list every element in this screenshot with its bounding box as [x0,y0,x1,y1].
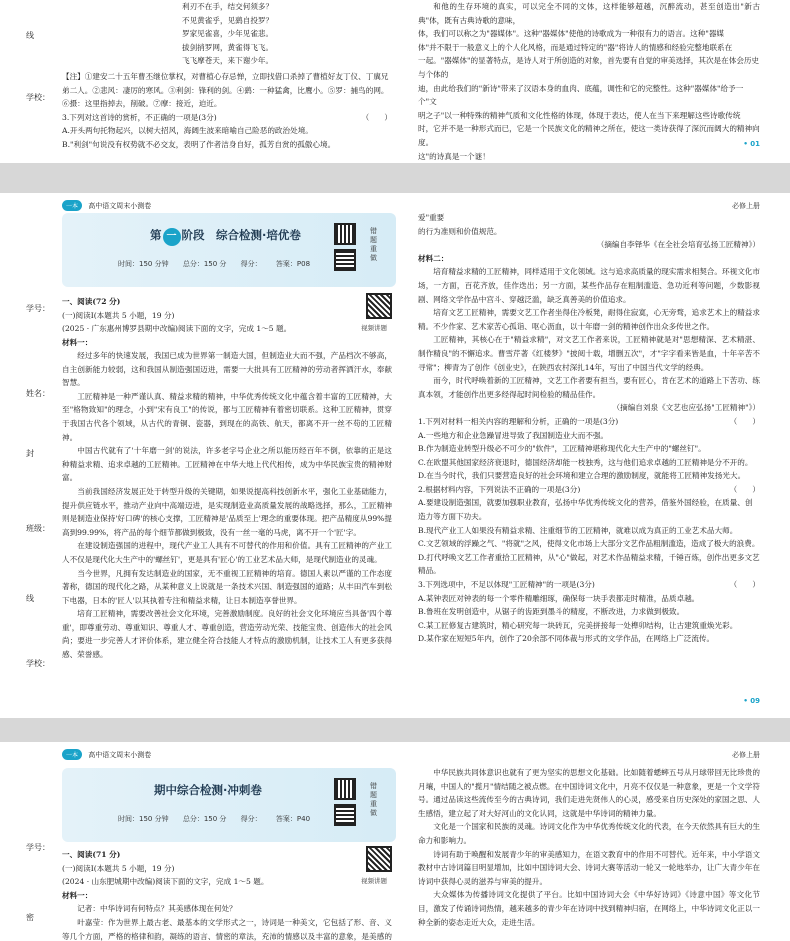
side-label-class: 班级： [26,524,50,533]
time-info: 时间：150 分钟 [118,260,169,268]
edition-label: 必修上册 [732,202,760,210]
paragraph: 中华民族共同体意识也就有了更为坚实的思想文化基础。比如随着蟋蟀五号从月球带回无比珍贵的月壤，中国人的"揽月"情结随之被点燃。在中国诗词文化中，月亮不仅仅是一种意象，更是一个文学符号。通过品读这些流传至今的古典诗词，我们走进先贤伟人的心灵，感受来自历史深处的家国之思、人生感悟，建立起了对大好河山的文化认同，这就是中华诗词的精神力量。 [418,768,760,818]
left-column [62,848,358,916]
qr-code[interactable] [334,249,356,271]
paragraph: 的行为准则和价值规范。 [418,226,502,236]
left-column-text [62,916,392,941]
page-2 [0,193,790,718]
option-b: B.现代产业工人如果没有精益求精、注重细节的工匠精神，就难以成为真正的工业艺术品大师。 [418,525,738,535]
stage-number-badge: 一 [163,228,181,246]
paragraph: 和他的生存环境的真实，可以完全不同的文体，这样能够超越，沉醉流动，甚至创造出"新古典"体，既有古典诗歌的意味， [418,2,760,25]
page-header [62,749,760,763]
side-label-line: 线 [26,31,34,40]
paragraph: 经过多年的快速发展，我国已成为世界第一制造大国，但制造业大而不强，产品档次不够高，自主创新能力较弱，这和我国从制造强国迈进，需要一大批具有工匠精神的劳动者挥洒汗水，奉献智慧。 [62,351,392,388]
redo-tag: 错题重做 [370,227,377,262]
answer-ref: 答案：P40 [275,815,311,823]
got-score: 得分： [240,815,262,823]
paragraph: 迪，由此给我们的"新诗"带来了汉语本身的血肉、底蕴，调性和它的完整性。这种"器媒体"给予一个"文 [418,83,744,107]
exam-info [118,814,322,824]
score-info: 总分：150 分 [182,260,227,268]
paragraph: 这"的诗真是一个谜！ [418,151,490,161]
paragraph: 大众媒体为传播诗词文化提供了平台。比如中国诗词大会《中华好诗词》《诗意中国》等文化节目，激发了传诵诗词热情，越来越多的青少年在诗词中找到精神归宿，在网络上，中华诗词文化正以一种全新的姿态走近大众，走进生活。 [418,890,760,927]
side-label-name: 姓名： [26,389,50,398]
right-column [418,0,760,163]
right-column [418,766,760,929]
side-margin [22,0,50,163]
option-d: D.打代呼唤文艺工作者重拾工匠精神，从"心"做起，对艺术作品精益求精，千锤百炼，创作出更多文艺精品。 [418,552,760,576]
question-1: 1.下列对材料一相关内容的理解和分析，正确的一项是(3分) （ ） [418,416,760,426]
paragraph: 当前我国经济发展正处于转型升级的关键期，如果说提高科技创新水平，强化工业基础能力，提升供应链水平，推动产业向中高端迈进，是实现制造业高质量发展的战略选择，那么，工匠精神则是制造业保持'好口碑'的核心支撑，工匠精神是'品质至上'理念的重要体现。把产品精度从99%提高到99.99%，将产品的每个细节都做到极致，没有一丝一毫的马虎，离不开一个'匠'字。 [62,486,392,537]
paragraph: 培育文艺工匠精神，需要文艺工作者坐得住冷板凳，耐得住寂寞，心无旁骛，追求艺术上的精益求精。不少作家、艺术家苦心孤诣、呕心沥血，以十年磨一剑的精神创作出众多传世之作。 [418,308,760,331]
score-info: 总分：150 分 [182,815,227,823]
option-b: B."利剑"句说没有权势就不必交友，表明了作者洁身自好，孤芳自赏的孤傲心境。 [62,139,336,149]
question-2: 2.根据材料内容，下列说法不正确的一项是(3分) （ ） [418,484,760,494]
paragraph: 培育精益求精的工匠精神，同样适用于文化领域。这与追求高质量的现实需求相契合。环视文化市场，一方面，百花齐放，佳作迭出；另一方面，某些作品存在粗制滥造、急功近利等问题，少数影视剧、网络文学作品中宫斗、穿越泛滥，缺乏真善美的价值追求。 [418,267,760,304]
paragraph: 记者：中华诗词有何特点？其美感体现在何处？ [77,904,237,914]
redo-tag: 错题重做 [370,782,377,817]
option-a: A.开头两句托物起兴，以树大招风，海阔生波来暗喻自己险恶的政治处境。 [62,126,313,136]
video-qr-code[interactable] [366,846,392,872]
exam-title: 期中综合检测·冲刺卷 [154,783,262,797]
poem-note-2: ⑥摄：这里指掉去，削破。⑦摩：接近，迫近。 [62,99,222,109]
section-instruction: (2025 · 广东惠州博罗县期中改编)阅读下面的文字，完成 1～5 题。 [62,324,292,334]
paragraph: 工匠精神是一种严谨认真、精益求精的精神，中华优秀传统文化中蕴含着丰富的工匠精神，大至"格物致知"的理念，小到"宋有良工"的传说，都与工匠精神有着密切联系。这种工匠精神，贯穿于我国古代各个领域，从古代的青铜、瓷器，到现在的高铁、航天，都离不开一丝不苟的工匠精神。 [62,391,392,442]
paragraph: 爱"重要 [418,213,445,222]
side-label-line: 线 [26,594,34,603]
material-label: 材料二： [418,253,449,263]
exam-title: 第 一 阶段 综合检测·培优卷 [150,227,301,246]
exam-banner [62,768,396,842]
section-title: 一、阅读(72 分) [62,297,121,306]
poem-line: 飞飞摩苍天，来下谢少年。 [182,56,274,66]
qr-code[interactable] [334,778,356,800]
exam-info [118,259,322,269]
option-d: D.某作家在短短5年内，创作了20余部不同体裁与形式的文学作品，在网络上广泛流传。 [418,634,715,644]
option-c: C.某工匠修复古建筑时，精心研究每一块砖瓦，完美拼接每一处榫卯结构，让古建筑重焕光彩。 [418,620,738,630]
option-c: C.在欧盟其他国家经济衰退时，德国经济却能一枝独秀，这与他们追求卓越的工匠精神是分不开的。 [418,457,753,467]
page-3 [0,742,790,941]
option-b: B.作为制造业转型升级必不可少的"软件"，工匠精神堪称现代化大生产中的"螺丝钉"。 [418,444,706,454]
time-info: 时间：150 分钟 [118,815,169,823]
series-title: 高中语文周末小测卷 [88,751,152,759]
paragraph: 中国古代就有了'十年磨一剑'的说法，许多老字号企业之所以能历经百年不倒，依靠的正是这种精益求精、追求卓越的工匠精神。工匠精神在中华大地上代代相传，成为中华民族宝贵的精神财富。 [62,446,392,483]
video-qr-caption: 视频讲题 [361,324,387,332]
material-label: 材料一： [62,890,93,900]
question-3: 3.下列对这首诗的赏析，不正确的一项是(3分) （ ） [62,112,392,122]
paragraph: 明之子"以一种特殊的精神气质和文化性格的体现，体现于表达，使人在当下来理解这些诗歌传统 [418,110,741,120]
side-label-number: 学号： [26,304,50,313]
paragraph: 而今，时代呼唤着新的工匠精神，文艺工作者要有担当，要有匠心，肯在艺术的道路上下苦功、练真本领，才能创作出更多经得起时间检验的精品佳作。 [418,376,760,399]
section-instruction: (2024 · 山东肥城期中改编)阅读下面的文字，完成 1～5 题。 [62,877,269,887]
poem-line: 不见黄雀乎，见鹞自投罗？ [182,15,274,25]
paragraph: 叶嘉莹：作为世界上最古老、最基本的文学形式之一，诗词是一种美文，它包括了形、音、义等几个方面，严格的格律和韵，凝练的语言、情密的章法，充沛的情感以及丰富的意象，是美感的 [62,918,392,941]
poem-line: 罗家见雀喜，少年见雀悲。 [182,29,274,39]
right-column [418,211,760,646]
paragraph: 当今世界，凡拥有发达制造业的国家，无不重视工匠精神的培育。德国人素以严谨的工作态度著称，德国的现代化之路，从某种意义上说就是一条技术兴国、制造强国的道路；从丰田汽车到松下电器，日本的'匠人'以其执着专注和精益求精，让日本制造享誉世界。 [62,568,392,605]
side-label-seal: 封 [26,449,34,458]
side-label-number: 学号： [26,843,50,852]
left-column-text [62,349,392,662]
page-1 [0,0,790,163]
question-3: 3.下列选项中，不足以体现"工匠精神"的一项是(3分) （ ） [418,580,760,590]
paragraph: 工匠精神，其核心在于"精益求精"，对文艺工作者来说，工匠精神就是对"思想精深、艺术精湛、制作精良"的不懈追求。曹雪芹著《红楼梦》"披阅十载，增删五次"，才"字字看来皆是血，十年辛苦不寻常"；柳青为了创作《创业史》，在陕西农村深扎14年，写出了中国当代文学的经典。 [418,335,760,372]
poem-line: 拔剑捎罗网，黄雀得飞飞。 [182,42,274,52]
source-note: （摘编自李铎华《在全社会培育弘扬工匠精神》） [596,240,760,250]
video-qr-caption: 视频讲题 [361,877,387,885]
side-label-school: 学校： [26,93,50,102]
exam-banner [62,213,396,287]
section-title: 一、阅读(71 分) [62,850,121,859]
edition-label: 必修上册 [732,751,760,759]
material-label: 材料一： [62,337,93,347]
page-number: • 01 [743,140,760,148]
option-a: A.某钟表匠对钟表的每一个零件精雕细琢，确保每一块手表都走时精准，品质卓越。 [418,593,700,603]
side-label-school: 学校： [26,659,50,668]
brand-logo: 一本 [62,749,82,760]
page-gap [0,163,790,193]
paragraph: 在建设制造强国的进程中，现代产业工人具有不可替代的作用和价值。具有工匠精神的产业工人不仅是现代化大生产中的'螺丝钉'，更是具有'匠心'的工业艺术品大师，是现代制造业的灵魂。 [62,541,392,564]
option-c: C.文艺领域的浮躁之气、"将就"之风，使得文化市场上大部分文艺作品粗制滥造，造成了极大的浪费。 [418,539,760,549]
series-title: 高中语文周末小测卷 [88,202,152,210]
paragraph: 诗词有助于唤醒和发展青少年的审美感知力，在语文教育中的作用不可替代。近年来，中小学语文教材中古诗词篇目明显增加，比如中国诗词大会、诗词大赛等活动一轮又一轮地举办，让广大青少年在诗词中获得心灵的滋养与审美的提升。 [418,849,760,886]
got-score: 得分： [240,260,262,268]
page-gap [0,718,790,742]
option-d: D.在当今时代，我们只要营造良好的社会环境和建立合理的激励制度，就能将工匠精神发扬光大。 [418,471,746,481]
left-column [62,0,392,152]
answer-ref: 答案：P08 [275,260,311,268]
brand-logo: 一本 [62,200,82,211]
paragraph: 体，我们可以称之为"器媒体"。这种"器媒体"使他的诗歌成为一种很有力的语言。这种"器媒 [418,29,725,39]
video-qr-code[interactable] [366,293,392,319]
section-subtitle: (一)阅读Ⅰ(本题共 5 小题，19 分) [62,863,175,873]
qr-code[interactable] [334,223,356,245]
option-a: A.要建设制造强国，就要加强职业教育，弘扬中华优秀传统文化的营养，借鉴外国经验，在质量、创造力等方面下功夫。 [418,498,753,522]
left-column [62,295,358,349]
side-label-seal: 密 [26,913,34,922]
paragraph: 培育工匠精神，需要改善社会文化环境，完善激励制度。良好的社会文化环境应当具备'四个尊重'，即尊重劳动、尊重知识、尊重人才、尊重创造，营造劳动光荣、技能宝贵、创造伟大的社会风尚；要进一步完善人才评价体系，建立健全符合技能人才特点的激励机制，让技术工人有更多获得感、荣誉感。 [62,609,392,660]
side-margin [22,193,50,718]
section-subtitle: (一)阅读Ⅰ(本题共 5 小题，19 分) [62,310,175,320]
paragraph: 体"并不限于一般意义上的个人化风格，而是通过特定的"器"将诗人的情感和经验完整地联系在 [418,42,733,52]
poem-line: 利刃不在手，结交何须多？ [182,2,274,11]
option-b: B.鲁班在发明创造中，从锯子的齿距到墨斗的精度，不断改进，力求做到极致。 [418,607,685,617]
page-number: • 09 [743,697,760,705]
paragraph: 时，它并不是一种形式而已，它是一个民族文化的精神之所在，使这一类诗获得了深沉而阔大的精神向度。 [418,124,760,147]
poem-note: 【注】①建安二十五年曹丕继位掌权，对曹植心存忌惮，立即找借口杀掉了曹植好友丁仪、丁廙兄弟二人。②悲风：凄厉的寒风。③利剑：锋利的剑。④鹞：一种猛禽，比鹰小。⑤罗：捕鸟的网。 [62,71,389,95]
paragraph: 一起。"器媒体"的显著特点，是诗人对于所创造的对象，首先要有自觉的审美选择，其次是在体会历史与个体的 [418,56,760,79]
option-a: A.一些地方和企业急躁冒进导致了我国制造业大而不强。 [418,430,609,440]
qr-code[interactable] [334,804,356,826]
paragraph: 文化是一个国家和民族的灵魂。诗词文化作为中华优秀传统文化的代表，在今天依然具有巨大的生命力和影响力。 [418,822,760,845]
side-margin [22,742,50,941]
source-note: （摘编自刘泉《文艺也应弘扬"工匠精神"》） [612,403,760,413]
